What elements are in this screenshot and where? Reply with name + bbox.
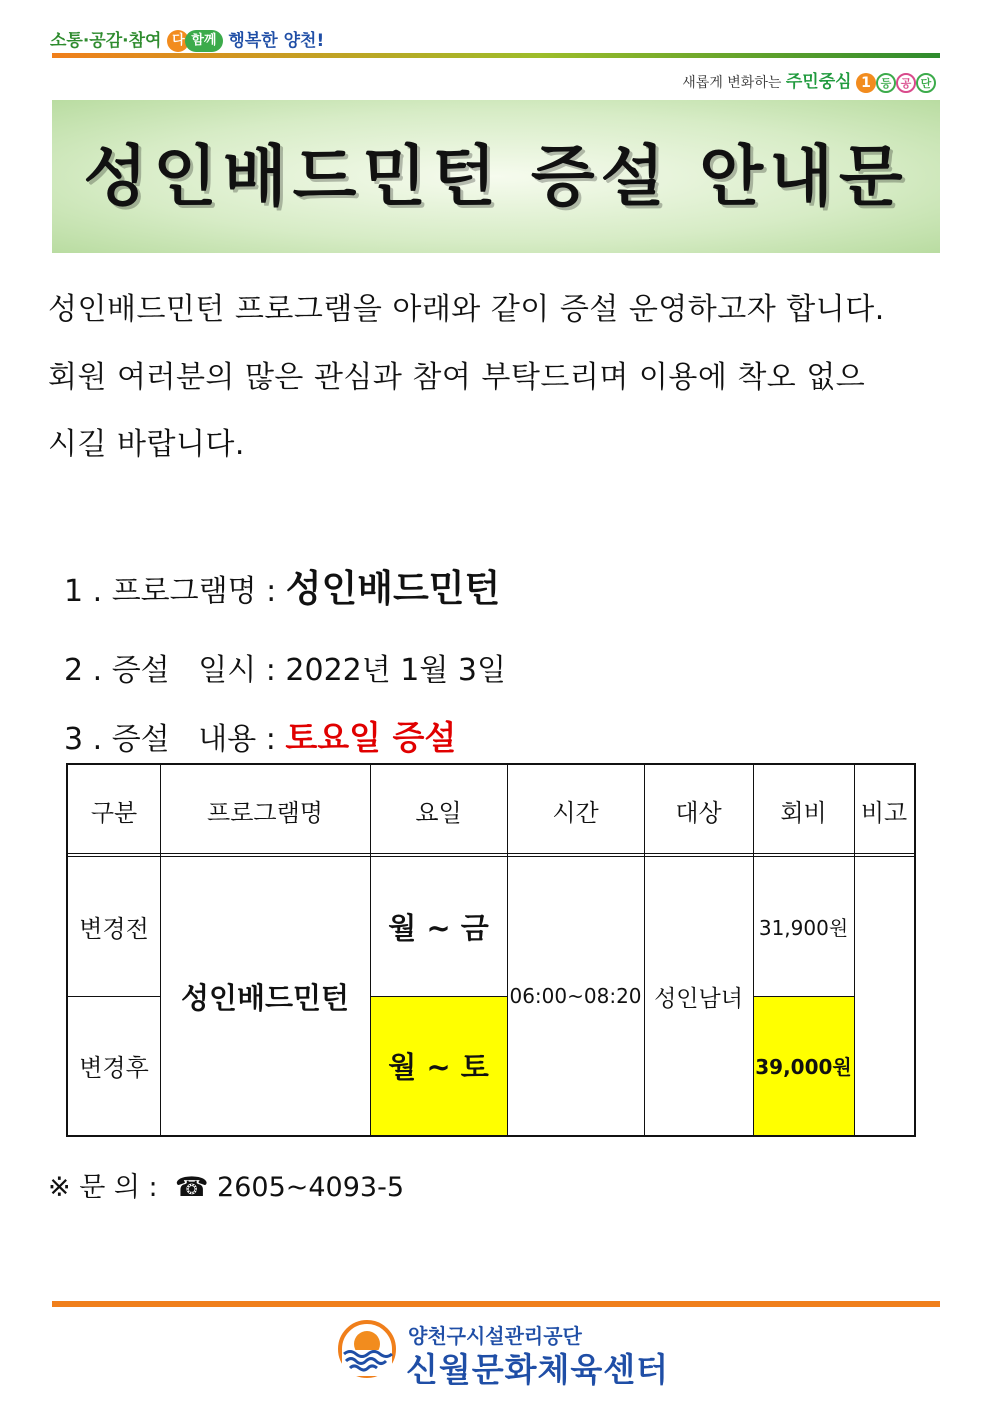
item-date-label: 2 . 증설 일시 : [64, 653, 286, 688]
item-content-value: 토요일 증설 [285, 718, 457, 757]
page-title: 성인배드민턴 증설 안내문 [83, 138, 909, 215]
cell-category-before: 변경전 [79, 915, 149, 943]
top-divider [52, 53, 940, 58]
cell-program: 성인배드민턴 [180, 980, 350, 1015]
slogan [50, 26, 324, 52]
item-date [64, 645, 506, 689]
sun-wave-logo-icon [338, 1320, 396, 1378]
contact-phone: 2605~4093-5 [217, 1172, 405, 1203]
slogan-left: 소통·공감·참여 [50, 31, 162, 51]
cell-days-after: 월 ~ 토 [388, 1050, 489, 1084]
item-program-value: 성인배드민턴 [285, 567, 501, 610]
brand-slogan [682, 67, 936, 93]
header-days: 요일 [415, 798, 462, 827]
org-name-big: 신월문화체육센터 [406, 1350, 670, 1389]
brand-text: 새롭게 변화하는 [682, 75, 782, 91]
cell-days-before: 월 ~ 금 [388, 911, 489, 945]
brand-circle-1: 등 [876, 73, 896, 93]
header-program: 프로그램명 [207, 798, 323, 827]
slogan-ham-badge: 함께 [185, 30, 222, 52]
header-time: 시간 [552, 798, 599, 827]
intro-line-2: 회원 여러분의 많은 관심과 참여 부탁드리며 이용에 착오 없으 [48, 360, 866, 395]
cell-category-after: 변경후 [79, 1054, 149, 1082]
org-name-small: 양천구시설관리공단 [408, 1324, 582, 1348]
telephone-icon: ☎ [174, 1172, 209, 1203]
brand-number-badge: 1 [856, 73, 876, 93]
header-target: 대상 [675, 798, 722, 827]
brand-green-text: 주민중심 [785, 72, 852, 92]
intro-line-3: 시길 바랍니다. [48, 427, 245, 462]
header-note: 비고 [860, 798, 908, 827]
schedule-table [66, 763, 916, 1137]
bottom-divider [52, 1301, 940, 1307]
cell-target: 성인남녀 [654, 985, 743, 1012]
cell-note [854, 857, 914, 1135]
item-program [64, 558, 500, 612]
slogan-da-badge: 다 [167, 30, 189, 52]
item-program-label: 1 . 프로그램명 : [64, 574, 286, 609]
brand-circle-2: 공 [896, 73, 916, 93]
cell-time: 06:00~08:20 [509, 984, 642, 1008]
cell-fee-after: 39,000원 [755, 1055, 852, 1079]
contact-info [48, 1165, 404, 1204]
cell-fee-before: 31,900원 [758, 916, 849, 940]
intro-line-1: 성인배드민턴 프로그램을 아래와 같이 증설 운영하고자 합니다. [48, 292, 885, 327]
brand-circle-3: 단 [916, 73, 936, 93]
item-content [64, 712, 456, 759]
slogan-right: 행복한 양천! [228, 31, 325, 51]
header-fee: 회비 [780, 798, 827, 827]
item-content-label: 3 . 증설 내용 : [64, 722, 286, 757]
item-date-value: 2022년 1월 3일 [285, 653, 506, 688]
header-category: 구분 [90, 798, 138, 827]
contact-label: ※ 문 의 : [48, 1172, 167, 1203]
